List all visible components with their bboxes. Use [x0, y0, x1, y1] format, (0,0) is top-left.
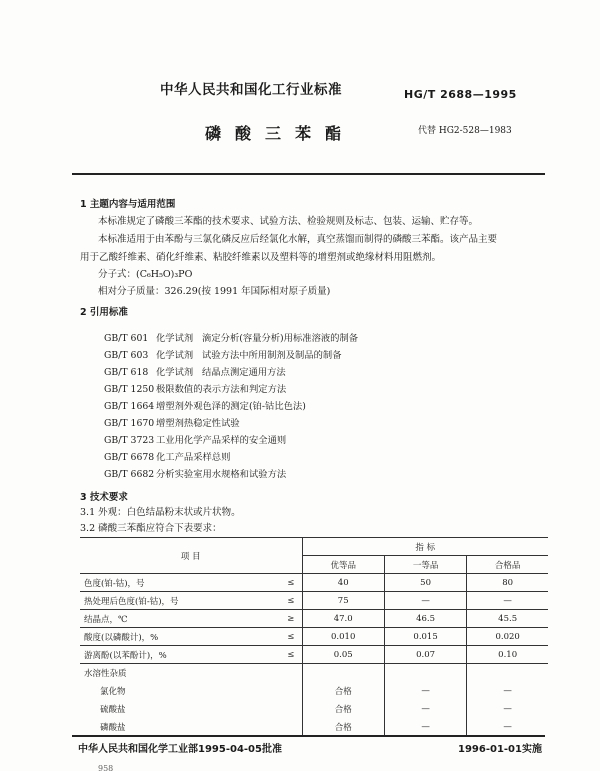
row-value: —: [503, 703, 512, 714]
row-operator: ≤: [280, 592, 302, 610]
standard-code: HG/T 2688—1995: [404, 88, 517, 101]
row-item: 结晶点，℃: [80, 610, 280, 628]
row-value: 45.5: [467, 610, 548, 628]
reference-title: 分析实验室用水规格和试验方法: [156, 469, 287, 480]
reference-title: 极限数值的表示方法和判定方法: [156, 384, 287, 395]
page-number: 958: [98, 764, 114, 771]
row-value: 80: [467, 574, 548, 592]
row-item: 氯化物: [100, 686, 126, 697]
reference-item: [104, 466, 286, 480]
row-value: 50: [384, 574, 466, 592]
approval-line: 中华人民共和国化学工业部1995-04-05批准: [78, 744, 282, 755]
row-value: 0.10: [467, 646, 548, 664]
reference-title: 化学试剂 结晶点测定通用方法: [156, 367, 286, 378]
effective-date: 1996-01-01实施: [458, 744, 542, 755]
reference-code: GB/T 6682: [104, 469, 155, 480]
row-value: 0.020: [467, 628, 548, 646]
table-row: [80, 664, 548, 682]
reference-item: [104, 398, 306, 412]
section-1-heading: 1 主题内容与适用范围: [80, 199, 176, 210]
reference-item: [104, 364, 286, 378]
row-item: 游离酚(以苯酚计)，%: [80, 646, 280, 664]
footer-rule: [72, 735, 545, 737]
reference-item: [104, 415, 240, 429]
molecular-mass: 相对分子质量：326.29(按 1991 年国际相对原子质量): [98, 286, 331, 297]
reference-title: 增塑剂热稳定性试验: [156, 418, 240, 429]
table-row: [80, 700, 548, 718]
table-row: [80, 628, 548, 646]
row-value: —: [384, 592, 466, 610]
row-value: 46.5: [384, 610, 466, 628]
grade-header: 优等品: [302, 556, 384, 574]
reference-code: GB/T 1250: [104, 384, 155, 395]
section-1-paragraph-2b: 用于乙酸纤维素、硝化纤维素、粘胶纤维素以及塑料等的增塑剂或绝缘材料用阻燃剂。: [80, 252, 442, 263]
header-rule: [72, 173, 545, 175]
section-1-paragraph-2a: 本标准适用于由苯酚与三氯化磷反应后经氯化水解，真空蒸馏而制得的磷酸三苯酯。该产品主要: [98, 234, 498, 245]
section-1-paragraph-1: 本标准规定了磷酸三苯酯的技术要求、试验方法、检验规则及标志、包装、运输、贮存等。: [98, 216, 479, 227]
table-row: [80, 574, 548, 592]
row-value: 47.0: [302, 610, 384, 628]
reference-item: [104, 330, 358, 344]
reference-code: GB/T 1664: [104, 401, 155, 412]
reference-code: GB/T 6678: [104, 452, 155, 463]
row-value: —: [384, 700, 466, 718]
document-title: 磷酸三苯酯: [205, 124, 356, 143]
grade-header: 合格品: [494, 560, 521, 571]
row-item: 热处理后色度(铂-钴)，号: [80, 592, 280, 610]
replaces-note: 代替 HG2-528—1983: [418, 126, 512, 136]
row-value: —: [384, 718, 466, 736]
index-header: 指 标: [302, 538, 548, 556]
table-row: [80, 610, 548, 628]
reference-title: 化工产品采样总则: [156, 452, 231, 463]
table-header-row: [80, 538, 548, 556]
row-item: 硫酸盐: [100, 704, 126, 715]
reference-title: 化学试剂 滴定分析(容量分析)用标准溶液的制备: [156, 333, 359, 344]
clause-3-2: 3.2 磷酸三苯酯应符合下表要求：: [80, 523, 222, 534]
table-row: [80, 646, 548, 664]
row-value: —: [384, 682, 466, 700]
reference-title: 化学试剂 试验方法中所用制剂及制品的制备: [156, 350, 342, 361]
row-item: 色度(铂-钴)，号: [80, 574, 280, 592]
row-value: 合格: [302, 700, 384, 718]
row-item: 酸度(以磷酸计)，%: [80, 628, 280, 646]
requirements-table: [80, 537, 548, 736]
reference-item: [104, 347, 342, 361]
reference-title: 增塑剂外观色泽的测定(铂-钴比色法): [156, 401, 306, 412]
row-value: 0.05: [302, 646, 384, 664]
section-3-heading: 3 技术要求: [80, 492, 128, 503]
table-row: [80, 592, 548, 610]
table-row: [80, 718, 548, 736]
reference-code: GB/T 3723: [104, 435, 155, 446]
reference-code: GB/T 618: [104, 367, 149, 378]
row-value: 合格: [302, 682, 384, 700]
section-2-heading: 2 引用标准: [80, 307, 128, 318]
row-value: 0.015: [384, 628, 466, 646]
row-operator: ≤: [280, 646, 302, 664]
grade-header: 一等品: [384, 556, 466, 574]
row-item: 水溶性杂质: [80, 664, 280, 682]
clause-3-1: 3.1 外观：白色结晶粉末状或片状物。: [80, 507, 241, 518]
standard-title: 中华人民共和国化工行业标准: [160, 82, 342, 98]
row-operator: ≥: [280, 610, 302, 628]
reference-item: [104, 381, 286, 395]
row-value: —: [503, 721, 512, 732]
molecular-formula: 分子式：(C₆H₅O)₃PO: [98, 269, 193, 280]
reference-code: GB/T 601: [104, 333, 149, 344]
row-value: 合格: [302, 718, 384, 736]
reference-item: [104, 432, 286, 446]
row-value: 0.07: [384, 646, 466, 664]
row-item: 磷酸盐: [100, 722, 126, 733]
row-value: 0.010: [302, 628, 384, 646]
item-header: 项 目: [80, 538, 302, 574]
row-value: 40: [302, 574, 384, 592]
row-operator: ≤: [280, 574, 302, 592]
row-value: —: [503, 685, 512, 696]
reference-code: GB/T 1670: [104, 418, 155, 429]
reference-code: GB/T 603: [104, 350, 149, 361]
row-value: —: [467, 592, 548, 610]
row-operator: ≤: [280, 628, 302, 646]
table-row: [80, 682, 548, 700]
reference-item: [104, 449, 230, 463]
reference-title: 工业用化学产品采样的安全通则: [156, 435, 287, 446]
row-value: 75: [302, 592, 384, 610]
